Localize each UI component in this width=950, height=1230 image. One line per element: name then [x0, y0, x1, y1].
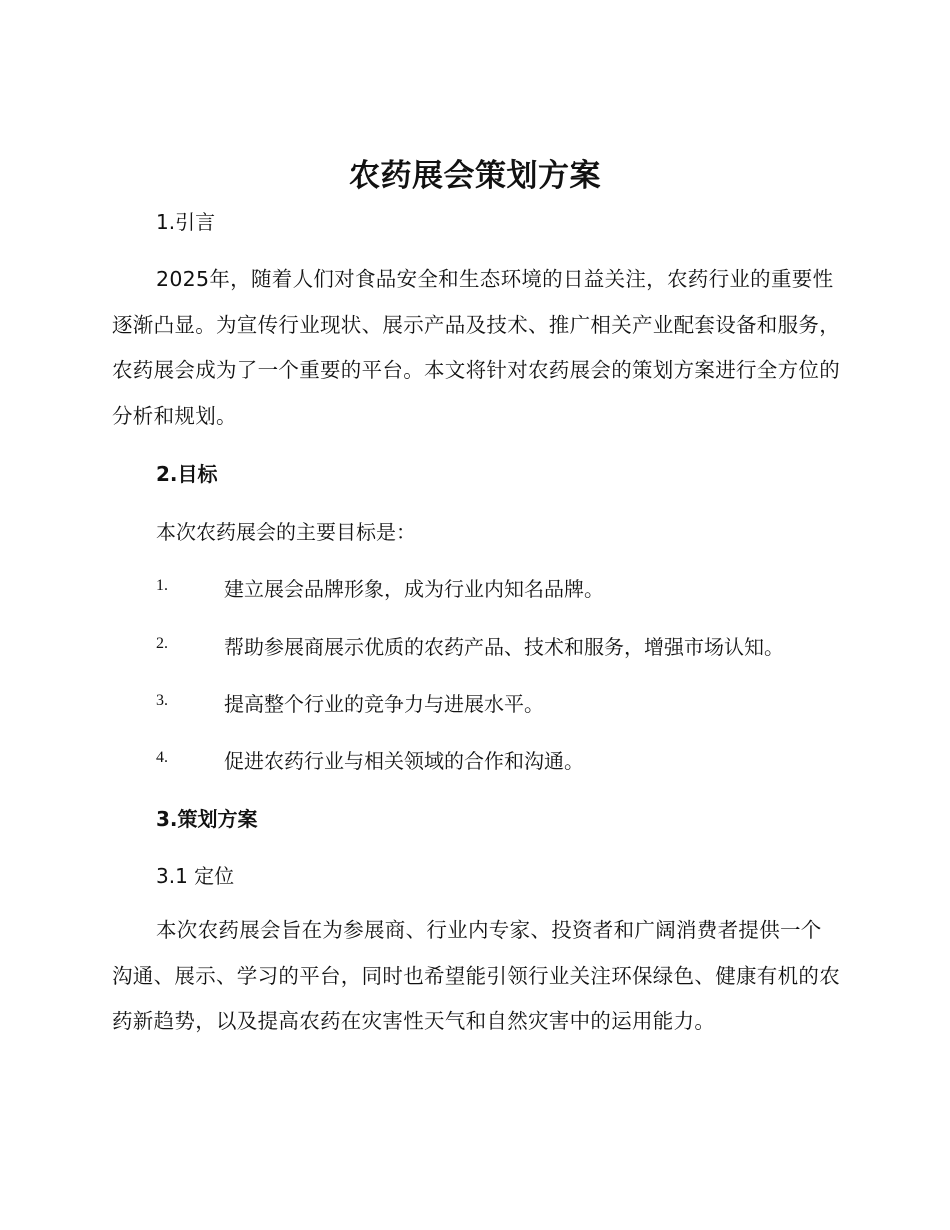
positioning-paragraph: 本次农药展会旨在为参展商、行业内专家、投资者和广阔消费者提供一个沟通、展示、学习的平台，同时也希望能引领行业关注环保绿色、健康有机的农药新趋势，以及提高农药在灾害性天气和自然灾害中的运用能力。 — [112, 918, 840, 1034]
list-text: 帮助参展商展示优质的农药产品、技术和服务，增强市场认知。 — [224, 635, 784, 659]
intro-paragraph: 2025年，随着人们对食品安全和生态环境的日益关注，农药行业的重要性逐渐凸显。为宣传行业现状、展示产品及技术、推广相关产业配套设备和服务，农药展会成为了一个重要的平台。本文将针对农药展会的策划方案进行全方位的分析和规划。 — [112, 267, 840, 429]
list-number: 3. — [156, 692, 168, 709]
list-number: 4. — [156, 749, 168, 766]
list-text: 建立展会品牌形象，成为行业内知名品牌。 — [224, 577, 604, 601]
list-number: 2. — [156, 635, 168, 652]
goal-list-item — [156, 688, 856, 718]
list-number: 1. — [156, 577, 168, 594]
section-heading-goals: 2.目标 — [156, 462, 218, 486]
section-heading-intro: 1.引言 — [156, 210, 216, 234]
section-heading-plan: 3.策划方案 — [156, 807, 258, 831]
subsection-heading-positioning: 3.1 定位 — [156, 864, 235, 888]
goal-list-item — [156, 573, 856, 603]
document-title: 农药展会策划方案 — [349, 158, 601, 194]
list-text: 提高整个行业的竞争力与进展水平。 — [224, 692, 544, 716]
goal-list-item — [156, 631, 856, 661]
goal-list-item — [156, 745, 856, 775]
list-text: 促进农药行业与相关领域的合作和沟通。 — [224, 749, 584, 773]
goals-lead-text: 本次农药展会的主要目标是： — [156, 520, 416, 544]
